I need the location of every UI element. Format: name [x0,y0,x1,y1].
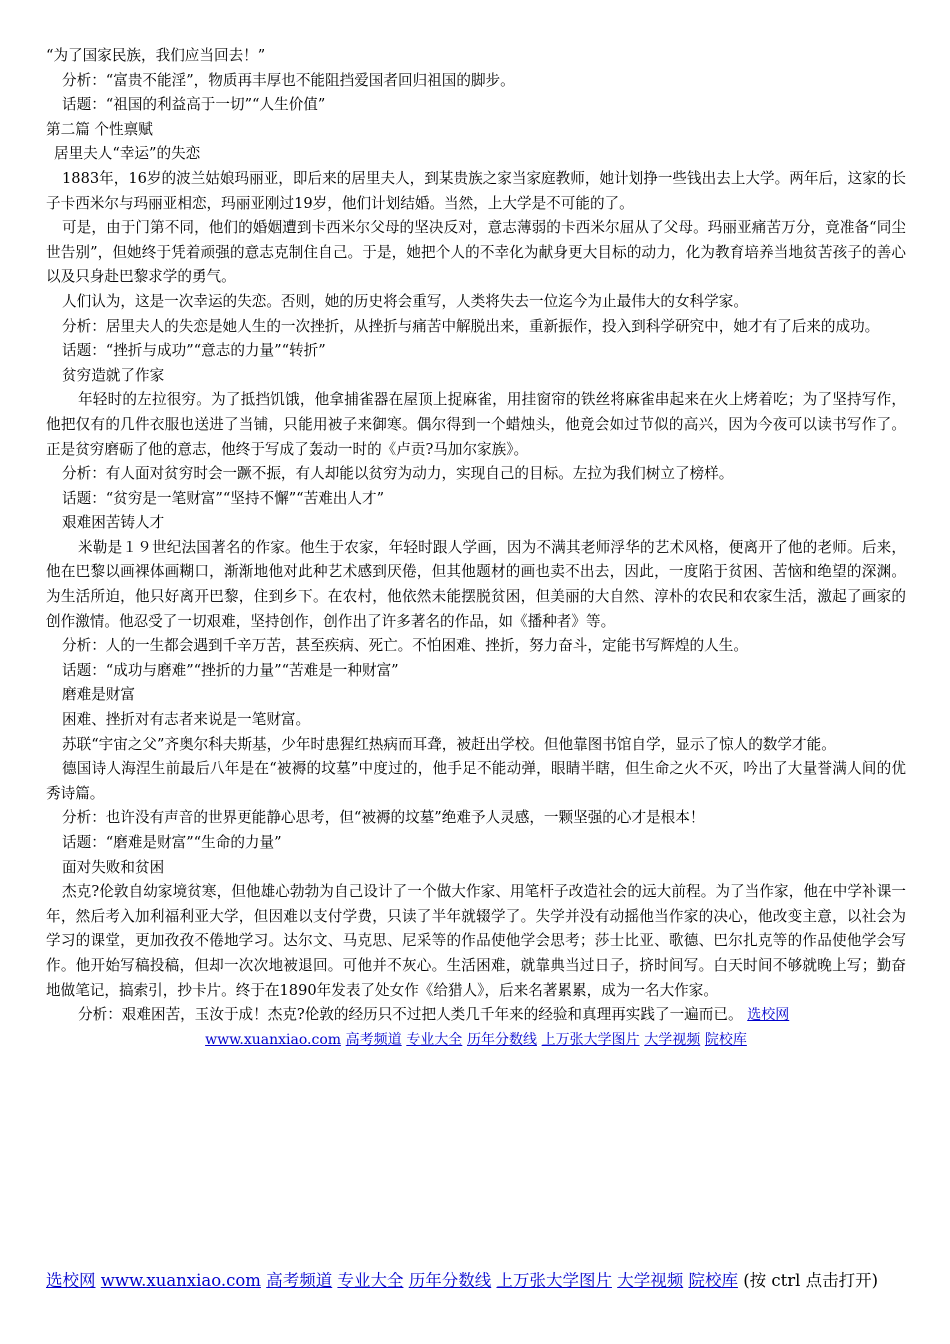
footer-hint: (按 ctrl 点击打开) [743,1271,879,1290]
paragraph: 话题：“磨难是财富”“生命的力量” [62,834,282,851]
paragraph: 艰难困苦铸人才 [62,514,165,532]
paragraph: 分析：人的一生都会遇到千辛万苦，甚至疾病、死亡。不怕困难、挫折，努力奋斗，定能书写辉煌的人生。 [62,637,748,655]
paragraph: 可是，由于门第不同，他们的婚姻遭到卡西米尔父母的坚决反对，意志薄弱的卡西米尔屈从了父母。玛丽亚痛苦万分，竟准备“同尘世告别”，但她终于凭着顽强的意志克制住自己。于是，她把个人的不幸化为献身更大目标的动力，化为教育培养当地贫苦孩子的善心以及只身赴巴黎求学的勇气。 [46,219,906,286]
paragraph: 面对失败和贫困 [62,858,165,876]
inline-link[interactable]: www.xuanxiao.com [205,1031,342,1048]
document-body [46,44,906,1052]
analysis-text: 分析：艰难困苦，玉汝于成！杰克?伦敦的经历只不过把人类几千年来的经验和真理再实践了一遍而已。 [78,1006,743,1024]
inline-link[interactable]: 大学视频 [644,1031,701,1048]
xuanxiao-link[interactable]: 选校网 [747,1007,790,1024]
footer-link[interactable]: 选校网 [46,1271,96,1290]
paragraph: 磨难是财富 [62,686,135,704]
footer-link[interactable]: 院校库 [688,1271,738,1290]
inline-link[interactable]: 上万张大学图片 [541,1031,640,1048]
footer-link[interactable]: 大学视频 [617,1271,684,1290]
inline-link[interactable]: 历年分数线 [466,1031,537,1048]
paragraph: 话题：“成功与磨难”“挫折的力量”“苦难是一种财富” [62,661,399,679]
paragraph: 年轻时的左拉很穷。为了抵挡饥饿，他拿捕雀器在屋顶上捉麻雀，用挂窗帘的铁丝将麻雀串起来在火上烤着吃；为了坚持写作，他把仅有的几件衣服也送进了当铺，只能用被子来御寒。偶尔得到一个蜡烛头，他竟会如过节似的高兴，因为今夜可以读书写作了。正是贫穷磨砺了他的意志，他终于写成了轰动一时的《卢贡?马加尔家族》。 [46,391,906,458]
paragraph: 话题：“贫穷是一笔财富”“坚持不懈”“苦难出人才” [62,489,385,507]
paragraph: 苏联“宇宙之父”齐奥尔科夫斯基，少年时患猩红热病而耳聋，被赶出学校。但他靠图书馆自学，显示了惊人的数学才能。 [62,735,836,753]
footer-link[interactable]: www.xuanxiao.com [100,1271,261,1290]
paragraph: 分析：居里夫人的失恋是她人生的一次挫折，从挫折与痛苦中解脱出来，重新振作，投入到科学研究中，她才有了后来的成功。 [62,317,880,335]
paragraph: 分析：也许没有声音的世界更能静心思考，但“被褥的坟墓”绝难予人灵感，一颗坚强的心才是根本！ [62,809,705,827]
footer-link[interactable]: 上万张大学图片 [496,1271,612,1290]
paragraph: 话题：“挫折与成功”“意志的力量”“转折” [62,342,326,360]
paragraph: 1883年，16岁的波兰姑娘玛丽亚，即后来的居里夫人，到某贵族之家当家庭教师，她计划挣一些钱出去上大学。两年后，这家的长子卡西米尔与玛丽亚相恋，玛丽亚刚过19岁，他们计划结婚。当然，上大学是不可能的了。 [46,169,906,212]
paragraph: 话题：“祖国的利益高于一切”“人生价值” [62,96,326,114]
paragraph: 米勒是１９世纪法国著名的作家。他生于农家，年轻时跟人学画，因为不满其老师浮华的艺术风格，便离开了他的老师。后来，他在巴黎以画裸体画糊口，渐渐地他对此种艺术感到厌倦，但其他题材的画也卖不出去，因此，一度陷于贫困、苦恼和绝望的深渊。为生活所迫，他只好离开巴黎，住到乡下。在农村，他依然未能摆脱贫困，但美丽的大自然、淳朴的农民和农家生活，激起了画家的创作激情。他忍受了一切艰难，坚持创作，创作出了许多著名的作品，如《播种者》等。 [46,538,906,630]
inline-link[interactable]: 专业大全 [406,1031,463,1048]
inline-links-row [46,1028,906,1053]
footer-links-bar [46,1268,926,1294]
paragraph: 分析：有人面对贫穷时会一蹶不振，有人却能以贫穷为动力，实现自己的目标。左拉为我们树立了榜样。 [62,465,734,483]
paragraph: 分析：“富贵不能淫”，物质再丰厚也不能阻挡爱国者回归祖国的脚步。 [62,71,515,89]
paragraph: 居里夫人“幸运”的失恋 [54,145,201,163]
footer-link[interactable]: 历年分数线 [408,1271,492,1290]
paragraph: 贫穷造就了作家 [62,366,165,384]
paragraph: 人们认为，这是一次幸运的失恋。否则，她的历史将会重写，人类将失去一位迄今为止最伟大的女科学家。 [62,292,748,310]
paragraph: “为了国家民族，我们应当回去！” [46,47,266,64]
analysis-paragraph-last [46,1003,906,1028]
paragraph: 杰克?伦敦自幼家境贫寒，但他雄心勃勃为自己设计了一个做大作家、用笔杆子改造社会的远大前程。为了当作家，他在中学补课一年，然后考入加利福利亚大学，但因难以支付学费，只读了半年就辍学了。失学并没有动摇他当作家的决心，他改变主意，以社会为学习的课堂，更加孜孜不倦地学习。达尔文、马克思、尼采等的作品使他学会思考；莎士比亚、歌德、巴尔扎克等的作品使他学会写作。他开始写稿投稿，但却一次次地被退回。可他并不灰心。生活困难，就靠典当过日子，挤时间写。白天时间不够就晚上写；勤奋地做笔记，搞索引，抄卡片。终于在1890年发表了处女作《给猎人》，后来名著累累，成为一名大作家。 [46,883,906,999]
inline-link[interactable]: 院校库 [704,1031,747,1048]
inline-link[interactable]: 高考频道 [345,1031,402,1048]
footer-link[interactable]: 高考频道 [266,1271,333,1290]
paragraph: 第二篇 个性禀赋 [46,120,153,138]
paragraph: 困难、挫折对有志者来说是一笔财富。 [62,711,311,729]
footer-link[interactable]: 专业大全 [337,1271,404,1290]
paragraph: 德国诗人海涅生前最后八年是在“被褥的坟墓”中度过的，他手足不能动弹，眼睛半瞎，但生命之火不灭，吟出了大量誉满人间的优秀诗篇。 [46,760,906,802]
